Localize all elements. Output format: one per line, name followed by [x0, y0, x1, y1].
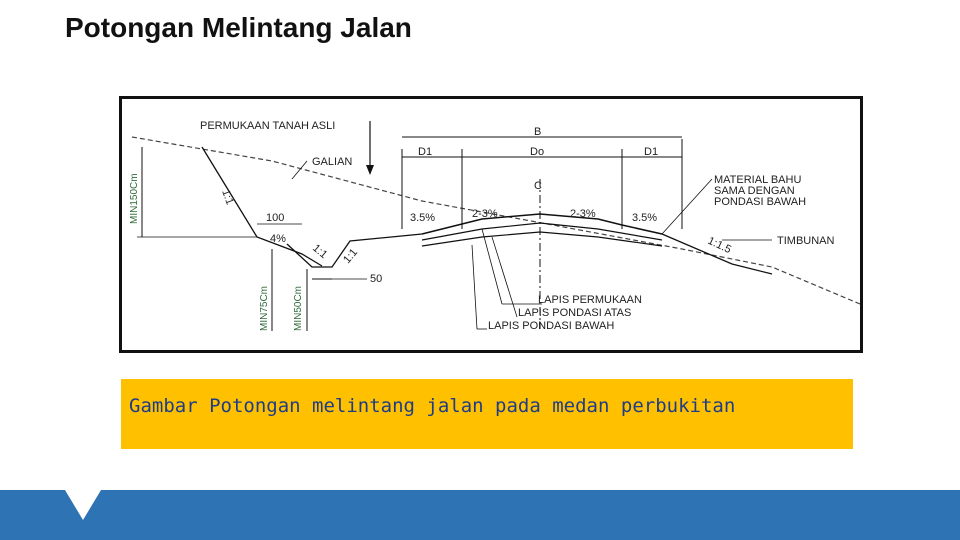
base-layer-label: LAPIS PONDASI ATAS: [518, 307, 632, 319]
min-50-label: MIN50Cm: [293, 285, 304, 331]
page-title: Potongan Melintang Jalan: [65, 12, 412, 43]
shoulder-material-label-2: SAMA DENGAN: [714, 185, 795, 197]
centerline-label: C: [534, 180, 542, 192]
triangle-marker-icon: [65, 490, 101, 522]
cross-section-svg: [122, 99, 860, 350]
surface-layer-label: LAPIS PERMUKAAN: [538, 294, 642, 306]
ground-surface-label: PERMUKAAN TANAH ASLI: [200, 120, 336, 132]
cut-label: GALIAN: [312, 156, 353, 168]
d1-right-label: D1: [644, 146, 659, 158]
shoulder-material-label-1: MATERIAL BAHU: [714, 174, 802, 186]
slope-right-label: 3.5%: [632, 212, 658, 224]
dim-50-label: 50: [370, 273, 383, 285]
caption-box: [121, 379, 853, 449]
crown-right-label: 2-3%: [570, 208, 596, 220]
pavement-top: [422, 214, 662, 234]
ditch-side-1-label: 1:1: [310, 242, 330, 262]
slope-left-label: 3.5%: [410, 212, 436, 224]
min-75-label: MIN75Cm: [259, 285, 270, 331]
min-150-label: MIN150Cm: [129, 173, 140, 224]
fill-label: TIMBUNAN: [777, 235, 835, 247]
ditch-slope-label: 4%: [270, 233, 286, 245]
cross-section-diagram: [119, 96, 863, 353]
footer-bar: [0, 490, 960, 540]
fill-slope-label: 1:1.5: [705, 234, 733, 257]
shoulder-material-label-3: PONDASI BAWAH: [714, 196, 807, 208]
subbase-layer-label: LAPIS PONDASI BAWAH: [488, 320, 615, 332]
cut-slope-label: 1:1: [219, 187, 236, 207]
d1-left-label: D1: [418, 146, 433, 158]
dim-100-label: 100: [266, 212, 285, 224]
ground-line: [132, 137, 860, 304]
ditch-side-2-label: 1:1: [341, 246, 361, 266]
do-label: Do: [530, 146, 545, 158]
caption-text: Gambar Potongan melintang jalan pada medan perbukitan: [129, 395, 736, 417]
width-b-label: B: [534, 126, 542, 138]
crown-left-label: 2-3%: [472, 208, 498, 220]
